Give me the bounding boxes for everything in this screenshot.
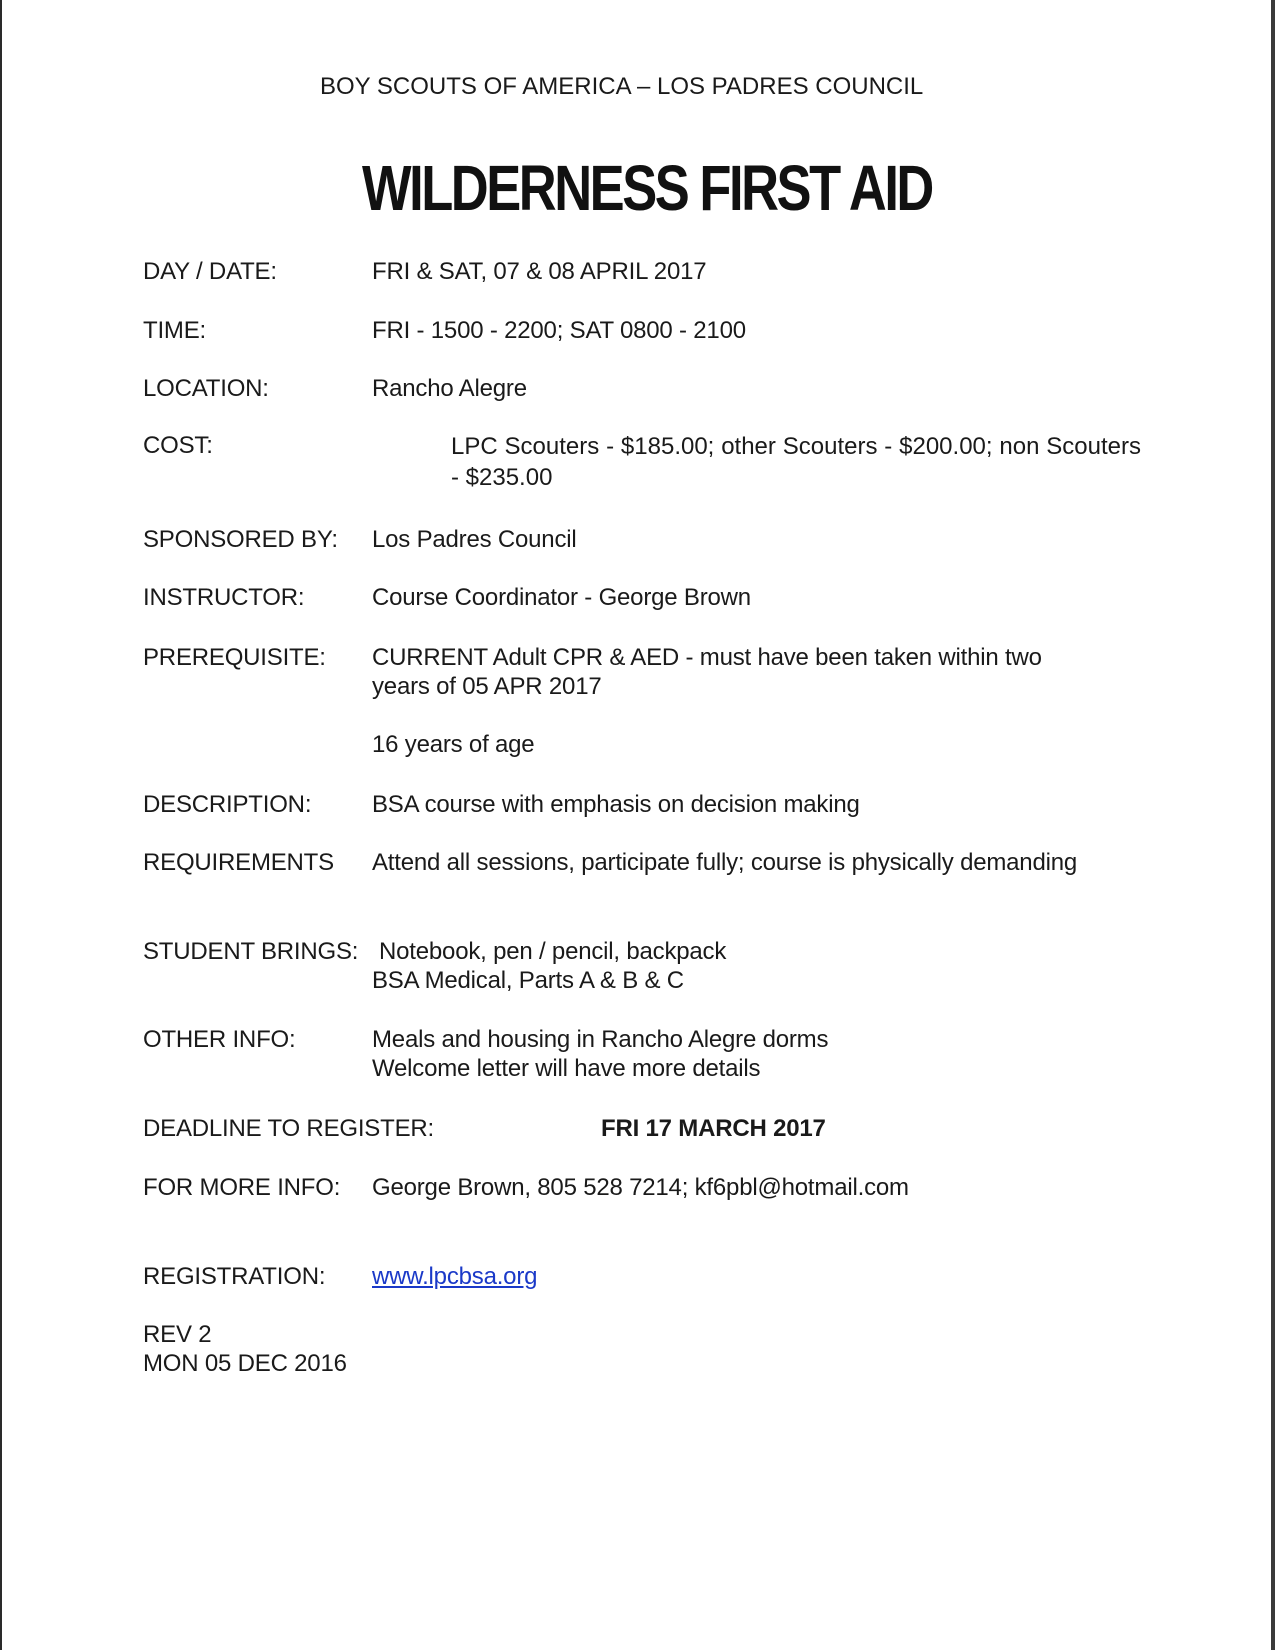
location-label: LOCATION: [143,375,269,402]
more-info-label: FOR MORE INFO: [143,1174,341,1201]
page-border-left [0,0,2,1650]
student-brings-label: STUDENT BRINGS: [143,938,359,965]
revision-label: REV 2 [143,1321,212,1348]
sponsored-by-label: SPONSORED BY: [143,526,338,553]
cost-value: LPC Scouters - $185.00; other Scouters - $200.00; non Scouters - $235.00 [451,433,1141,491]
prerequisite-line-3: 16 years of age [372,731,535,758]
description-value: BSA course with emphasis on decision making [372,791,860,818]
other-info-line-2: Welcome letter will have more details [372,1055,761,1082]
deadline-value: FRI 17 MARCH 2017 [601,1115,826,1142]
prerequisite-label: PREREQUISITE: [143,644,326,671]
more-info-value: George Brown, 805 528 7214; kf6pbl@hotmail.com [372,1174,909,1201]
time-label: TIME: [143,317,206,344]
other-info-line-1: Meals and housing in Rancho Alegre dorms [372,1026,829,1053]
time-value: FRI - 1500 - 2200; SAT 0800 - 2100 [372,317,746,344]
instructor-label: INSTRUCTOR: [143,584,305,611]
registration-label: REGISTRATION: [143,1263,326,1290]
prerequisite-line-1: CURRENT Adult CPR & AED - must have been taken within two [372,644,1042,671]
day-date-value: FRI & SAT, 07 & 08 APRIL 2017 [372,258,707,285]
student-brings-line-1: Notebook, pen / pencil, backpack [379,938,727,965]
requirements-label: REQUIREMENTS [143,849,334,876]
day-date-label: DAY / DATE: [143,258,277,285]
other-info-label: OTHER INFO: [143,1026,296,1053]
location-value: Rancho Alegre [372,375,527,402]
description-label: DESCRIPTION: [143,791,312,818]
sponsored-by-value: Los Padres Council [372,526,577,553]
deadline-label: DEADLINE TO REGISTER: [143,1115,434,1142]
student-brings-line-2: BSA Medical, Parts A & B & C [372,967,684,994]
instructor-value: Course Coordinator - George Brown [372,584,751,611]
registration-link[interactable]: www.lpcbsa.org [372,1263,538,1290]
page-border-right [1271,0,1275,1650]
page-title: WILDERNESS FIRST AID [362,152,932,224]
prerequisite-line-2: years of 05 APR 2017 [372,673,602,700]
organization-header: BOY SCOUTS OF AMERICA – LOS PADRES COUNCIL [320,73,924,100]
cost-label: COST: [143,432,213,459]
revision-date: MON 05 DEC 2016 [143,1350,347,1377]
requirements-value: Attend all sessions, participate fully; course is physically demanding [372,849,1078,876]
